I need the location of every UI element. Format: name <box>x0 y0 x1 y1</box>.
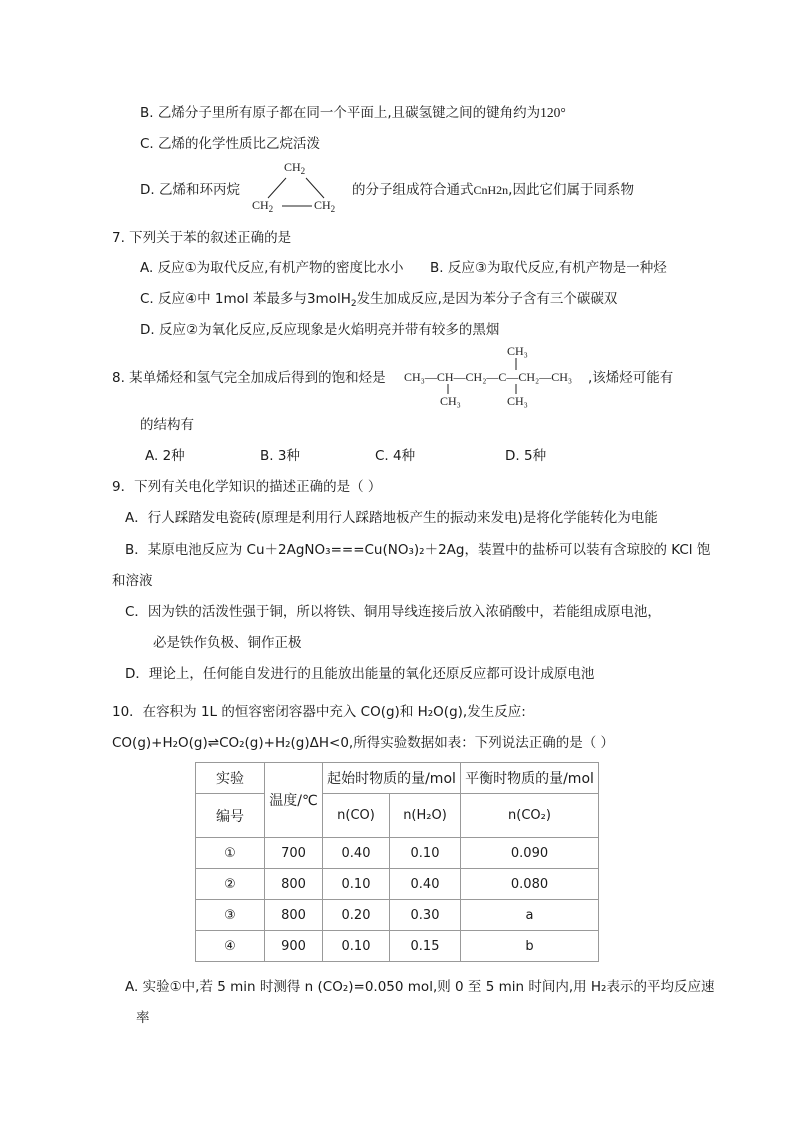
q6-option-d-post: 的分子组成符合通式CnH2n,因此它们属于同系物 <box>352 182 634 198</box>
cell-n-co: 0.20 <box>323 900 390 931</box>
q9-stem: 9．下列有关电化学知识的描述正确的是（ ） <box>112 479 382 495</box>
table-row <box>196 838 599 869</box>
q7-option-c: C. 反应④中 1mol 苯最多与3molH$_2$发生加成反应,是因为苯分子含有三个碳碳双 <box>140 291 618 309</box>
cell-temp: 800 <box>265 869 323 900</box>
branch-top-ch3: CH₃ <box>507 344 528 358</box>
th-eq: 平衡时物质的量/mol <box>461 763 599 794</box>
q10-stem-1: 10．在容积为 1L 的恒容密闭容器中充入 CO(g)和 H₂O(g),发生反应: <box>112 704 526 720</box>
q7-option-b: B. 反应③为取代反应,有机产物是一种烃 <box>430 260 667 276</box>
cell-exp-id: ③ <box>196 900 265 931</box>
cell-n-co2: a <box>461 900 599 931</box>
cell-n-co: 0.10 <box>323 931 390 962</box>
cell-n-h2o: 0.40 <box>390 869 461 900</box>
q6-option-b-text: B. 乙烯分子里所有原子都在同一个平面上,且碳氢键之间的键角约为 <box>140 105 541 121</box>
cell-exp-id: ② <box>196 869 265 900</box>
cell-n-h2o: 0.10 <box>390 838 461 869</box>
q9-option-c-1: C．因为铁的活泼性强于铜，所以将铁、铜用导线连接后放入浓硝酸中，若能组成原电池， <box>125 604 661 620</box>
cell-n-co: 0.10 <box>323 869 390 900</box>
saturated-hydrocarbon-formula: CH₃—CH—CH₂—C—CH₂—CH₃ <box>404 370 573 384</box>
q8-option-b: B. 3种 <box>260 448 300 464</box>
q9-option-b-2: 和溶液 <box>112 573 153 589</box>
q6-option-c: C. 乙烯的化学性质比乙烷活泼 <box>140 136 321 152</box>
q10-stem-2: CO(g)+H₂O(g)⇌CO₂(g)+H₂(g)ΔH<0,所得实验数据如表：下列说法正确的是（ ） <box>112 735 614 751</box>
cell-exp-id: ① <box>196 838 265 869</box>
q6-angle: 120° <box>540 105 566 120</box>
general-formula: CnH2n <box>473 183 509 197</box>
cell-n-co2: b <box>461 931 599 962</box>
branch-bottom-ch3-1: CH₃ <box>440 394 461 408</box>
ring-left-ch2: $CH_2$ <box>252 198 274 214</box>
q7-stem: 7. 下列关于苯的叙述正确的是 <box>112 230 292 246</box>
th-n-h2o: n(H₂O) <box>390 794 461 838</box>
q10-option-a-2: 率 <box>136 1010 150 1026</box>
cell-temp: 700 <box>265 838 323 869</box>
th-exp-1: 实验 <box>196 763 265 794</box>
q8-option-a: A. 2种 <box>145 448 185 464</box>
cell-n-co2: 0.080 <box>461 869 599 900</box>
table-row <box>196 931 599 962</box>
th-n-co: n(CO) <box>323 794 390 838</box>
q7-option-d: D. 反应②为氧化反应,反应现象是火焰明亮并带有较多的黑烟 <box>140 322 500 338</box>
cell-n-co2: 0.090 <box>461 838 599 869</box>
ring-top-ch2: $CH_2$ <box>284 160 306 176</box>
cell-n-co: 0.40 <box>323 838 390 869</box>
cyclopropane-structure <box>250 158 350 220</box>
q9-option-c-2: 必是铁作负极、铜作正极 <box>153 635 302 651</box>
q6-option-b <box>140 103 566 123</box>
ring-bonds <box>250 158 350 220</box>
q9-option-d: D．理论上，任何能自发进行的且能放出能量的氧化还原反应都可设计成原电池 <box>125 666 595 682</box>
q8-stem-end: ,该烯烃可能有 <box>588 370 674 386</box>
cell-n-h2o: 0.15 <box>390 931 461 962</box>
th-start: 起始时物质的量/mol <box>323 763 461 794</box>
cell-exp-id: ④ <box>196 931 265 962</box>
q10-option-a-1: A. 实验①中,若 5 min 时测得 n (CO₂)=0.050 mol,则 0 至 5 min 时间内,用 H₂表示的平均反应速 <box>125 979 715 995</box>
q8-option-c: C. 4种 <box>375 448 416 464</box>
branch-bottom-ch3-2: CH₃ <box>507 394 528 408</box>
th-temp: 温度/℃ <box>265 763 323 838</box>
table-row <box>196 869 599 900</box>
th-exp-2: 编号 <box>196 794 265 838</box>
cell-n-h2o: 0.30 <box>390 900 461 931</box>
q8-stem-2: 的结构有 <box>140 417 194 433</box>
q6-option-d-pre: D. 乙烯和环丙烷 <box>140 182 240 198</box>
cell-temp: 800 <box>265 900 323 931</box>
ring-right-ch2: $CH_2$ <box>314 198 336 214</box>
table-row <box>196 900 599 931</box>
cell-temp: 900 <box>265 931 323 962</box>
q8-option-d: D. 5种 <box>505 448 547 464</box>
experiment-data-table <box>195 762 599 962</box>
q8-stem: 8. 某单烯烃和氢气完全加成后得到的饱和烃是 <box>112 370 386 386</box>
q7-option-a: A. 反应①为取代反应,有机产物的密度比水小 <box>140 260 404 276</box>
th-n-co2: n(CO₂) <box>461 794 599 838</box>
q9-option-a: A．行人踩踏发电瓷砖(原理是利用行人踩踏地板产生的振动来发电)是将化学能转化为电能 <box>125 510 658 526</box>
q9-option-b-1: B．某原电池反应为 Cu＋2AgNO₃===Cu(NO₃)₂＋2Ag，装置中的盐桥可以装有含琼胶的 KCl 饱 <box>125 542 711 558</box>
